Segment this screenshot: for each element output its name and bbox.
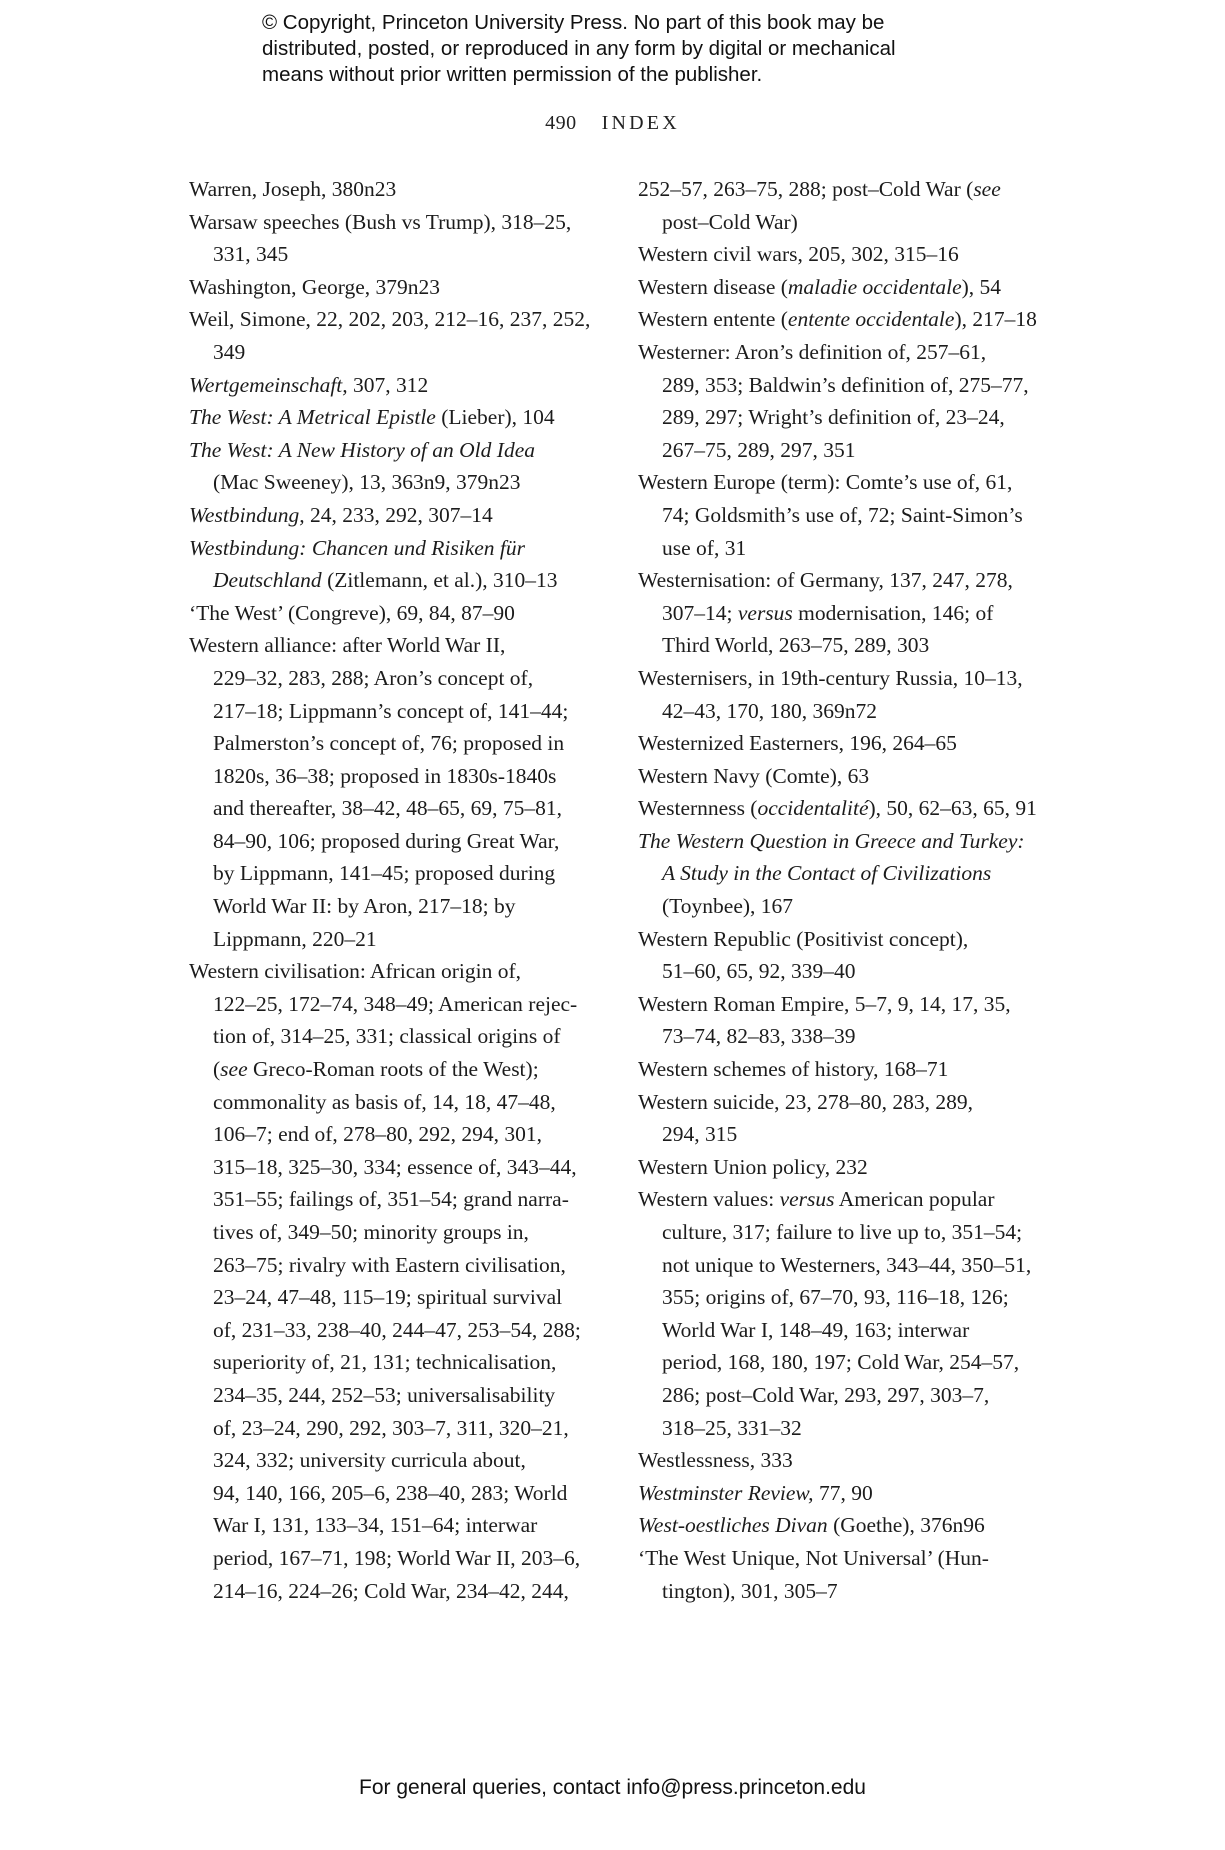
index-entry-line: Washington, George, 379n23 — [189, 274, 441, 299]
index-entry — [638, 173, 1058, 238]
index-entry — [189, 434, 599, 499]
index-entry — [638, 662, 1058, 727]
index-entry-line: 331, 345 — [213, 242, 289, 267]
index-entry-line: (Mac Sweeney), 13, 363n9, 379n23 — [213, 470, 521, 495]
index-entry-line: 252–57, 263–75, 288; post–Cold War (see — [638, 177, 1001, 201]
index-entry — [638, 760, 1058, 793]
index-entry-line: Westernness (occidentalité), 50, 62–63, 65, 91 — [638, 796, 1037, 821]
index-entry-line: tington), 301, 305–7 — [662, 1578, 838, 1603]
index-entry-line: 286; post–Cold War, 293, 297, 303–7, — [662, 1382, 990, 1407]
index-entry-line: Western disease (maladie occidentale), 54 — [638, 274, 1002, 299]
index-entry — [189, 369, 599, 402]
index-entry-line: 294, 315 — [662, 1122, 738, 1147]
index-entry — [638, 1086, 1058, 1151]
index-entry-line: tion of, 314–25, 331; classical origins of — [213, 1024, 561, 1049]
index-entry-line: of, 231–33, 238–40, 244–47, 253–54, 288; — [213, 1317, 581, 1342]
index-entry-line: 349 — [213, 339, 246, 364]
index-entry-line: Third World, 263–75, 289, 303 — [662, 633, 930, 658]
index-entry-line: Western suicide, 23, 278–80, 283, 289, — [638, 1089, 974, 1114]
index-entry-line: 307–14; versus modernisation, 146; of — [662, 600, 994, 625]
index-entry — [638, 271, 1058, 304]
index-entry-line: 74; Goldsmith’s use of, 72; Saint-Simon’s — [662, 502, 1023, 527]
index-entry-line: Weil, Simone, 22, 202, 203, 212–16, 237, 252, — [189, 307, 591, 332]
index-entry-line: 217–18; Lippmann’s concept of, 141–44; — [213, 698, 569, 723]
copyright-notice — [262, 10, 982, 88]
index-entry-line: 73–74, 82–83, 338–39 — [662, 1024, 856, 1049]
index-entry-line: ‘The West Unique, Not Universal’ (Hun- — [638, 1545, 989, 1570]
index-entry-line: culture, 317; failure to live up to, 351–54; — [662, 1220, 1023, 1244]
index-entry — [189, 955, 599, 1607]
index-entry-line: World War I, 148–49, 163; interwar — [662, 1317, 970, 1342]
index-entry-line: superiority of, 21, 131; technicalisation, — [213, 1350, 557, 1375]
copyright-line: means without prior written permission of the publisher. — [262, 63, 763, 86]
index-entry-line: 315–18, 325–30, 334; essence of, 343–44, — [213, 1154, 577, 1179]
index-entry-locators: 307, 312 — [347, 372, 429, 397]
index-entry-line: Western Roman Empire, 5–7, 9, 14, 17, 35, — [638, 991, 1011, 1016]
footer-contact: For general queries, contact info@press.princeton.edu — [359, 1776, 866, 1799]
index-entry-line: Western Union policy, 232 — [638, 1154, 868, 1179]
index-entry-line: not unique to Westerners, 343–44, 350–51, — [662, 1252, 1032, 1277]
index-entry-line: 1820s, 36–38; proposed in 1830s-1840s — [213, 763, 557, 788]
index-entry-line: Western entente (entente occidentale), 217–18 — [638, 307, 1037, 332]
index-entry-line: 42–43, 170, 180, 369n72 — [662, 698, 877, 723]
index-entry — [189, 206, 599, 271]
index-entry-line: Westlessness, 333 — [638, 1448, 793, 1473]
index-entry — [638, 1444, 1058, 1477]
index-entry-line: (Toynbee), 167 — [662, 894, 794, 919]
index-entry-line: period, 168, 180, 197; Cold War, 254–57, — [662, 1350, 1020, 1375]
index-entry-line: The West: A New History of an Old Idea — [189, 437, 535, 462]
index-entry-line: 122–25, 172–74, 348–49; American rejec- — [213, 991, 578, 1016]
index-entry — [638, 564, 1058, 662]
index-entry-title: Westminster Review, — [638, 1480, 814, 1505]
index-entry — [638, 988, 1058, 1053]
index-entry — [189, 303, 599, 368]
index-entry-locators: 77, 90 — [813, 1480, 873, 1505]
index-entry-line: 351–55; failings of, 351–54; grand narra- — [213, 1187, 569, 1212]
index-entry-line: Westernized Easterners, 196, 264–65 — [638, 731, 957, 756]
index-entry-line: Western Republic (Positivist concept), — [638, 926, 969, 951]
index-entry-line: and thereafter, 38–42, 48–65, 69, 75–81, — [213, 796, 563, 821]
index-entry-line: Deutschland (Zitlemann, et al.), 310–13 — [213, 568, 558, 593]
index-entry — [189, 597, 599, 630]
index-entry-line: Warren, Joseph, 380n23 — [189, 177, 397, 201]
index-entry — [638, 238, 1058, 271]
page-number: 490 — [545, 112, 577, 134]
index-entry-line: The Western Question in Greece and Turkey: — [638, 828, 1025, 853]
index-entry-line: Westernisers, in 19th-century Russia, 10–13, — [638, 665, 1023, 690]
index-entry-locators: (Lieber), 104 — [435, 405, 555, 430]
index-entry — [638, 727, 1058, 760]
page-title: INDEX — [601, 112, 680, 134]
index-entry-line: Warsaw speeches (Bush vs Trump), 318–25, — [189, 209, 572, 234]
index-entry-line: post–Cold War) — [662, 209, 798, 234]
index-entry-line: tives of, 349–50; minority groups in, — [213, 1220, 529, 1244]
index-entry-line: 289, 297; Wright’s definition of, 23–24, — [662, 405, 1005, 430]
index-entry-title: The West: A Metrical Epistle — [189, 405, 436, 430]
index-entry-title: Wertgemeinschaft, — [189, 372, 348, 397]
index-entry — [638, 792, 1058, 825]
index-entry-line: 229–32, 283, 288; Aron’s concept of, — [213, 665, 534, 690]
index-entry-line: 94, 140, 166, 205–6, 238–40, 283; World — [213, 1480, 568, 1505]
index-entry — [638, 1183, 1058, 1444]
index-entry-line: 324, 332; university curricula about, — [213, 1448, 526, 1473]
index-entry-line: 318–25, 331–32 — [662, 1415, 802, 1440]
index-entry-line: Westernisation: of Germany, 137, 247, 278, — [638, 568, 1013, 593]
index-entry-line: Palmerston’s concept of, 76; proposed in — [213, 731, 565, 756]
index-entry-line: Western schemes of history, 168–71 — [638, 1057, 949, 1082]
index-entry-line: 234–35, 244, 252–53; universalisability — [213, 1382, 556, 1407]
index-entry-line: (see Greco-Roman roots of the West); — [213, 1057, 539, 1082]
index-entry — [638, 923, 1058, 988]
index-column-right — [638, 173, 1058, 1607]
index-entry — [638, 1542, 1058, 1607]
index-entry-line: 23–24, 47–48, 115–19; spiritual survival — [213, 1285, 563, 1310]
index-entry — [638, 1053, 1058, 1086]
index-entry — [638, 303, 1058, 336]
index-entry-line: by Lippmann, 141–45; proposed during — [213, 861, 556, 886]
index-entry — [638, 1477, 1058, 1510]
running-head — [0, 112, 1225, 135]
index-entry — [638, 1509, 1058, 1542]
index-entry — [189, 271, 599, 304]
index-entry-line: ‘The West’ (Congreve), 69, 84, 87–90 — [189, 600, 515, 625]
index-entry-line: Westerner: Aron’s definition of, 257–61, — [638, 339, 987, 364]
index-entry-line: Western Navy (Comte), 63 — [638, 763, 870, 788]
index-entry-line: period, 167–71, 198; World War II, 203–6, — [213, 1545, 581, 1570]
index-entry — [638, 466, 1058, 564]
index-entry-line: War I, 131, 133–34, 151–64; interwar — [213, 1513, 538, 1538]
index-entry-line: commonality as basis of, 14, 18, 47–48, — [213, 1089, 556, 1114]
index-entry-line: Lippmann, 220–21 — [213, 926, 377, 951]
index-entry-line: 51–60, 65, 92, 339–40 — [662, 959, 856, 984]
index-entry-line: 355; origins of, 67–70, 93, 116–18, 126; — [662, 1285, 1009, 1310]
index-entry-line: A Study in the Contact of Civilizations — [662, 861, 992, 886]
index-entry-line: Western values: versus American popular — [638, 1187, 995, 1212]
index-entry-locators: 24, 233, 292, 307–14 — [304, 502, 493, 527]
index-entry-locators: (Goethe), 376n96 — [827, 1513, 985, 1538]
index-entry — [189, 499, 599, 532]
index-entry — [189, 401, 599, 434]
index-entry-line: Western civilisation: African origin of, — [189, 959, 522, 984]
index-entry-line: Western alliance: after World War II, — [189, 633, 506, 658]
index-entry-line: 289, 353; Baldwin’s definition of, 275–77, — [662, 372, 1029, 397]
index-entry — [189, 173, 599, 206]
index-entry-title: West-oestliches Divan — [638, 1513, 828, 1538]
index-entry-line: use of, 31 — [662, 535, 747, 560]
index-entry-line: World War II: by Aron, 217–18; by — [213, 894, 516, 919]
index-entry-line: Western Europe (term): Comte’s use of, 61, — [638, 470, 1013, 495]
index-entry — [638, 336, 1058, 466]
index-column-left — [189, 173, 599, 1607]
index-entry-line: 84–90, 106; proposed during Great War, — [213, 828, 560, 853]
index-entry-line: 214–16, 224–26; Cold War, 234–42, 244, — [213, 1578, 569, 1603]
index-entry-line: Western civil wars, 205, 302, 315–16 — [638, 242, 959, 267]
index-entry — [189, 629, 599, 955]
copyright-line: distributed, posted, or reproduced in any form by digital or mechanical — [262, 37, 896, 60]
index-entry-line: Westbindung: Chancen und Risiken für — [189, 535, 526, 560]
copyright-line: © Copyright, Princeton University Press. No part of this book may be — [262, 11, 885, 34]
index-entry-line: 263–75; rivalry with Eastern civilisation, — [213, 1252, 566, 1277]
index-entry-line: of, 23–24, 290, 292, 303–7, 311, 320–21, — [213, 1415, 569, 1440]
index-entry — [638, 825, 1058, 923]
index-entry-title: Westbindung, — [189, 502, 305, 527]
index-entry-line: 267–75, 289, 297, 351 — [662, 437, 856, 462]
index-entry — [638, 1151, 1058, 1184]
index-entry — [189, 532, 599, 597]
index-entry-line: 106–7; end of, 278–80, 292, 294, 301, — [213, 1122, 543, 1147]
